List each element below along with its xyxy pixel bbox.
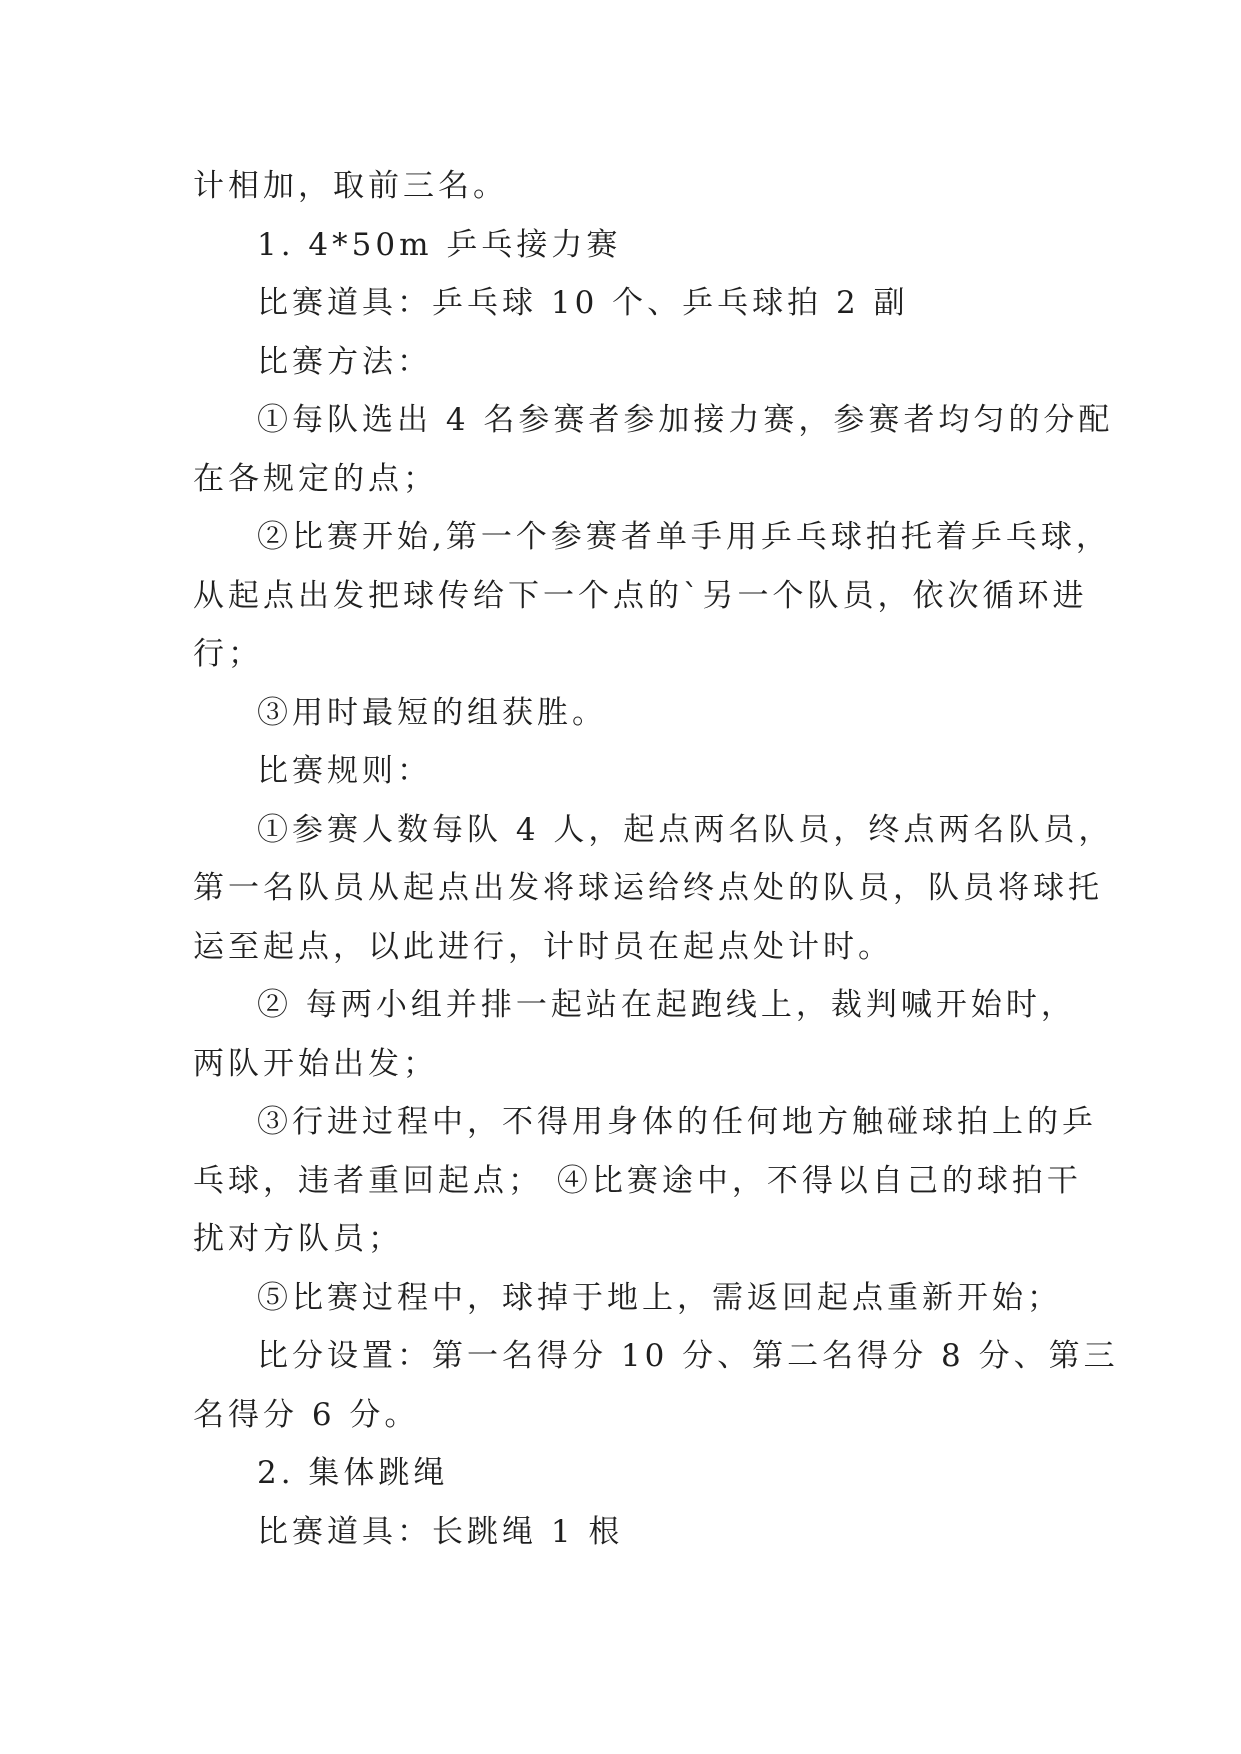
- text-line: 行；: [193, 636, 263, 672]
- text-line: ①每队选出 4 名参赛者参加接力赛，参赛者均匀的分配: [257, 402, 1114, 438]
- text-line: ③用时最短的组获胜。: [257, 694, 607, 731]
- text-line: ③行进过程中，不得用身体的任何地方触碰球拍上的乒: [257, 1104, 1097, 1140]
- text-line: 比赛道具：乒乓球 10 个、乒乓球拍 2 副: [257, 285, 909, 321]
- section-heading: 2. 集体跳绳: [257, 1455, 449, 1491]
- text-line: 第一名队员从起点出发将球运给终点处的队员，队员将球托: [193, 870, 1103, 906]
- text-line: 从起点出发把球传给下一个点的`另一个队员，依次循环进: [193, 577, 1088, 614]
- subheading: 比赛方法：: [257, 343, 432, 380]
- document-body: [193, 157, 1119, 1561]
- text-line: ⑤比赛过程中，球掉于地上，需返回起点重新开始；: [257, 1279, 1062, 1316]
- text-line: ②比赛开始,第一个参赛者单手用乒乓球拍托着乒乓球，: [257, 519, 1111, 555]
- text-line: 名得分 6 分。: [193, 1396, 420, 1433]
- text-line: 两队开始出发；: [193, 1045, 438, 1082]
- text-line: 乓球，违者重回起点； ④比赛途中，不得以自己的球拍干: [193, 1162, 1082, 1199]
- text-line: 计相加，取前三名。: [193, 168, 508, 204]
- text-line: 比分设置：第一名得分 10 分、第二名得分 8 分、第三: [257, 1338, 1119, 1374]
- text-line: ①参赛人数每队 4 人，起点两名队员，终点两名队员，: [257, 811, 1114, 848]
- text-line: ② 每两小组并排一起站在起跑线上，裁判喊开始时，: [257, 987, 1076, 1023]
- text-line: 扰对方队员；: [193, 1221, 403, 1257]
- text-line: 比赛道具：长跳绳 1 根: [257, 1513, 624, 1550]
- section-heading: 1. 4*50m 乒乓接力赛: [257, 226, 622, 263]
- subheading: 比赛规则：: [257, 753, 432, 789]
- text-line: 运至起点，以此进行，计时员在起点处计时。: [193, 928, 893, 965]
- text-line: 在各规定的点；: [193, 460, 438, 497]
